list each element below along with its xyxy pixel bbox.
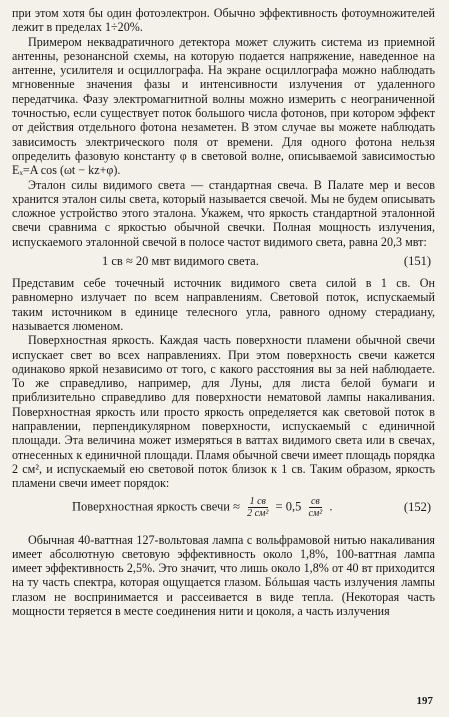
paragraph-standard-candle: Эталон силы видимого света — стандартная свеча. В Палате мер и весов хранится эталон силы света, который называется свечой. Мы не будем описывать сложное устройство этого эталона. Укажем, что яркость стандартной эталонной свечи сравнима с яркостью обычной свечки. Полная мощность излучения, испускаемого эталонной свечой в полосе частот видимого света, равна 20,3 мвт:	[12, 177, 435, 249]
paragraph-continuation: при этом хотя бы один фотоэлектрон. Обычно эффективность фотоумножителей лежит в пределах 1÷20%.	[12, 6, 435, 35]
formula-152-body: Поверхностная яркость свечи ≈ $\frac{1 св}{\text{2 см²}}$ = 0,5 $\frac{св}{\text{см²}}$ .	[72, 495, 333, 519]
equation-number-152: (152)	[403, 499, 431, 514]
fraction-1: $\frac{1 св}{\text{2 см²}}$	[247, 495, 269, 519]
paragraph-lamp-efficiency: Обычная 40-ваттная 127-вольтовая лампа с вольфрамовой нитью накаливания имеет абсолютную световую эффективность около 1,8%, 100-ваттная лампа имеет эффективность 2,5%. Это значит, что лишь около 1,8% от 40 вт приходится на ту часть спектра, которая ощущается глазом. Бóльшая часть излучения лампы глазом не воспринимается и рассеивается в виде тепла. (Некоторая часть мощности теряется в месте соединения нити и цоколя, а часть излучения	[12, 532, 435, 618]
formula-152	[12, 496, 435, 519]
fraction-2: $\frac{св}{\text{см²}}$	[308, 495, 323, 519]
formula-151-body: 1 св ≈ 20 мвт видимого света.	[102, 254, 259, 269]
paragraph-surface-brightness: Поверхностная яркость. Каждая часть поверхности пламени обычной свечи испускает свет во всех направлениях. При этом поверхность свечи кажется одинаково яркой независимо от того, с какого расстояния вы за ней наблюдаете. То же справедливо, например, для Луны, для листа белой бумаги и приблизительно справедливо для поверхности нематовой лампы накаливания. Поверхностная яркость или просто яркость определяется как световой поток в направлении, перпендикулярном поверхности, испускаемый с единичной площади. Эта величина может измеряться в ваттах видимого света или в свечах, отнесенных к единичной площади. Пламя обычной свечи имеет площадь порядка 2 см², и испускаемый ею световой поток близок к 1 св. Таким образом, яркость пламени свечи имеет порядок:	[12, 333, 435, 491]
paragraph-nonquadratic-detector: Примером неквадратичного детектора может служить система из приемной антенны, резонансной схемы, на которую подается напряжение, наведенное на антенне, усилителя и осциллографа. На экране осциллографа можно наблюдать мгновенные значения фазы и интенсивности излучения от удаленного передатчика. Фазу электромагнитной волны можно измерить с неограниченной точностью, если существует поток большого числа фотонов, при котором эффект от действия отдельного фотона незаметен. В этом случае вы можете наблюдать зависимость электрического поля от времени. Для одного фотона нельзя определить фазовую константу φ в световой волне, описываемой зависимостью Eₓ=A cos (ωt − kz+φ).	[12, 34, 435, 178]
paragraph-lumen: Представим себе точечный источник видимого света силой в 1 св. Он равномерно излучает по всем направлениям. Световой поток, испускаемый таким источником в единице телесного угла, равного одному стерадиану, называется люменом.	[12, 276, 435, 333]
equation-number-151: (151)	[403, 254, 431, 269]
formula-151	[12, 254, 435, 269]
page-number: 197	[416, 695, 433, 707]
